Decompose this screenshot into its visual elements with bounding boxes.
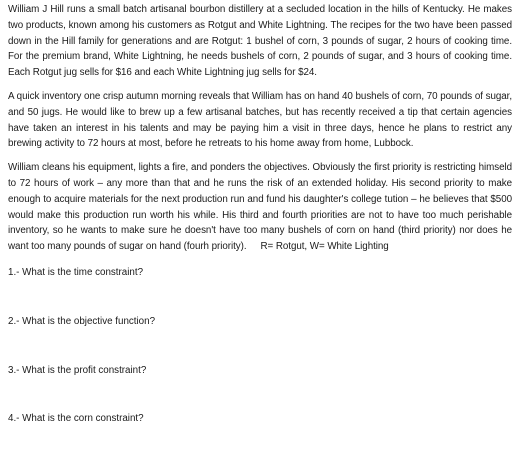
paragraph-intro: William J Hill runs a small batch artisanal bourbon distillery at a secluded location in the hills of Kentucky. He makes two products, known among his customers as Rotgut and White Lightning. The recipes for the two have been passed down in the Hill family for generations and are Rotgut: 1 bushel of corn, 3 pounds of sugar, 2 hours of cooking time. For the premium brand, White Lightning, he needs bushels of corn, 2 pounds of sugar, and 3 hours of cooking time. Each Rotgut jug sells for $16 and each White Lightning jug sells for $24. bbox=[8, 4, 512, 79]
question-1: 1.- What is the time constraint? bbox=[8, 266, 144, 278]
question-2: 2.- What is the objective function? bbox=[8, 315, 156, 327]
paragraph-objectives bbox=[8, 160, 512, 255]
question-4: 4.- What is the corn constraint? bbox=[8, 413, 144, 425]
paragraph-objectives-text: William cleans his equipment, lights a fire, and ponders the objectives. Obviously the first priority is restricting himseld to 72 hours of work – any more than that and he runs the risk of an extended holiday. His second priority to make enough to acquire materials for the next production run and fund his daughter's college tution – he believes that $500 would make this production run worth his while. His third and fourth priorities are not to have too much perishable inventory, so he wants to make sure he doesn't have too many bushels of corn on hand (third priority) nor does he want too many pounds of sugar on hand (fourh priority). bbox=[8, 162, 512, 253]
document-page bbox=[8, 2, 512, 427]
question-3: 3.- What is the profit constraint? bbox=[8, 364, 147, 376]
paragraph-inventory: A quick inventory one crisp autumn morning reveals that William has on hand 40 bushels of corn, 70 pounds of sugar, and 50 jugs. He would like to brew up a few artisanal batches, but has recently received a tip that certain agencies have taken an interest in his talents and may be paying him a visit in three days, hence he plans to restrict any brewing activity to 72 hours at most, before he retreats to his home away from home, Lubbock. bbox=[8, 90, 512, 150]
variable-note: R= Rotgut, W= White Lighting bbox=[260, 241, 389, 253]
